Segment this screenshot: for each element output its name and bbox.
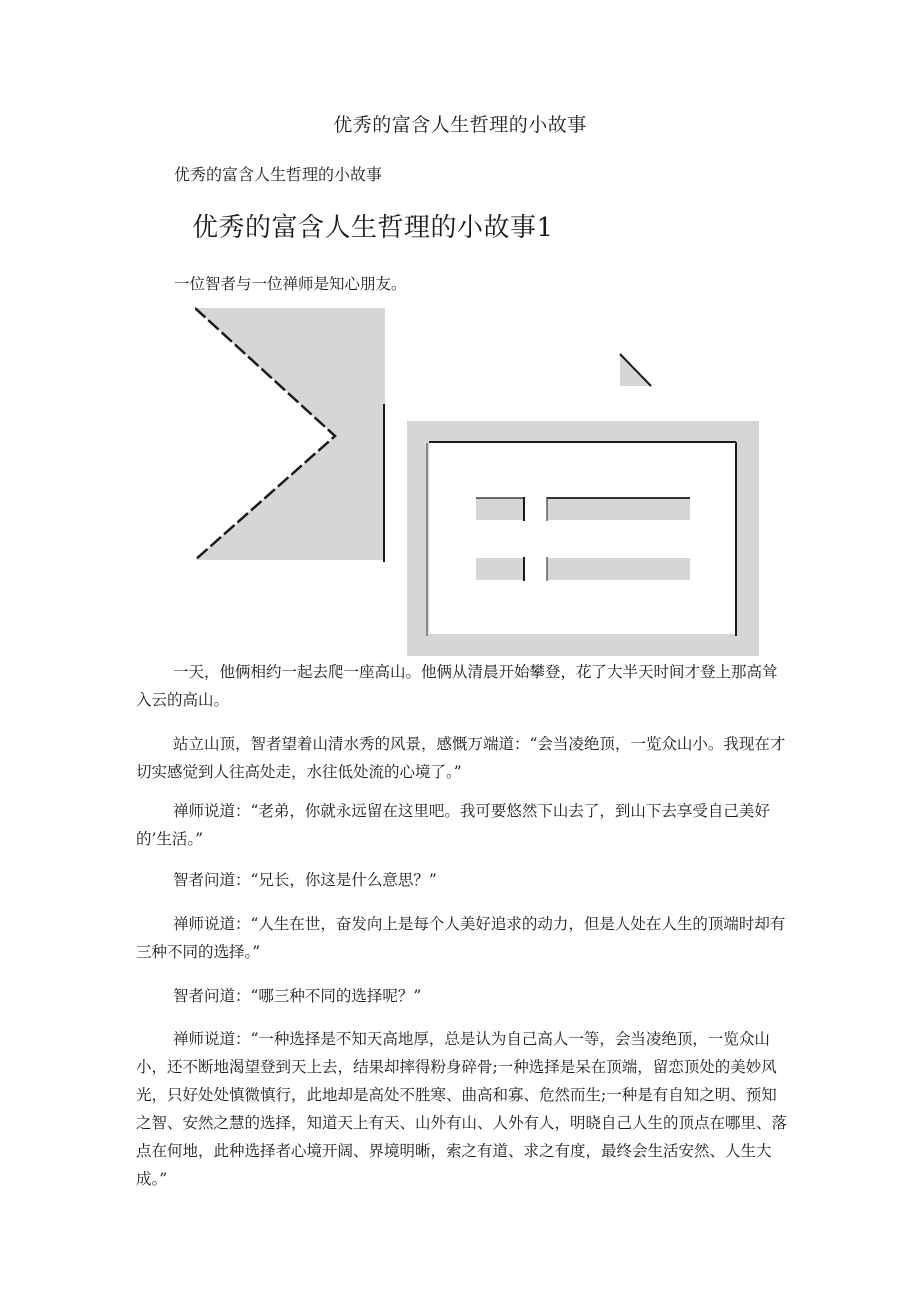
paragraph-2: 一天，他俩相约一起去爬一座高山。他俩从清晨开始攀登，花了大半天时间才登上那高耸入云的高山。 <box>136 663 778 709</box>
section-heading: 优秀的富含人生哲理的小故事1 <box>192 213 554 243</box>
row-2-label-bar <box>476 558 524 580</box>
paragraph-intro: 一位智者与一位禅师是知心朋友。 <box>174 275 407 293</box>
row-2-value-bar <box>547 558 690 580</box>
placeholder-illustration <box>195 306 760 658</box>
document-subtitle: 优秀的富含人生哲理的小故事 <box>174 165 383 184</box>
row-1-value-bar <box>547 498 690 520</box>
paragraph-4: 禅师说道：“老弟，你就永远留在这里吧。我可要悠然下山去了，到山下去享受自己美好的’生活。” <box>136 802 770 848</box>
paragraph-3: 站立山顶，智者望着山清水秀的风景，感慨万端道：“会当凌绝顶，一览众山小。我现在才切实感觉到人往高处走，水往低处流的心境了。” <box>136 735 786 781</box>
paragraph-7: 智者问道：“哪三种不同的选择呢？” <box>173 987 422 1005</box>
row-1-label-bar <box>476 498 524 520</box>
arrow-block-shape <box>195 308 385 560</box>
paragraph-5: 智者问道：“兄长，你这是什么意思？” <box>173 871 437 889</box>
document-title: 优秀的富含人生哲理的小故事 <box>333 114 587 136</box>
paragraph-6: 禅师说道：“人生在世，奋发向上是每个人美好追求的动力，但是人处在人生的顶端时却有三种不同的选择。” <box>136 915 786 961</box>
panel-inner <box>429 443 737 634</box>
paragraph-8: 禅师说道：“一种选择是不知天高地厚，总是认为自己高人一等，会当凌绝顶，一览众山小，还不断地渴望登到天上去，结果却摔得粉身碎骨;一种选择是呆在顶端，留恋顶处的美妙风光，只好处处慎微慎行，此地却是高处不胜寒、曲高和寡、危然而生;一种是有自知之明、预知之智、安然之慧的选择，知道天上有天、山外有山、人外有人，明晓自己人生的顶点在哪里、落点在何地，此种选择者心境开阔、界境明晰，索之有道、求之有度，最终会生活安然、人生大成。” <box>136 1030 788 1188</box>
